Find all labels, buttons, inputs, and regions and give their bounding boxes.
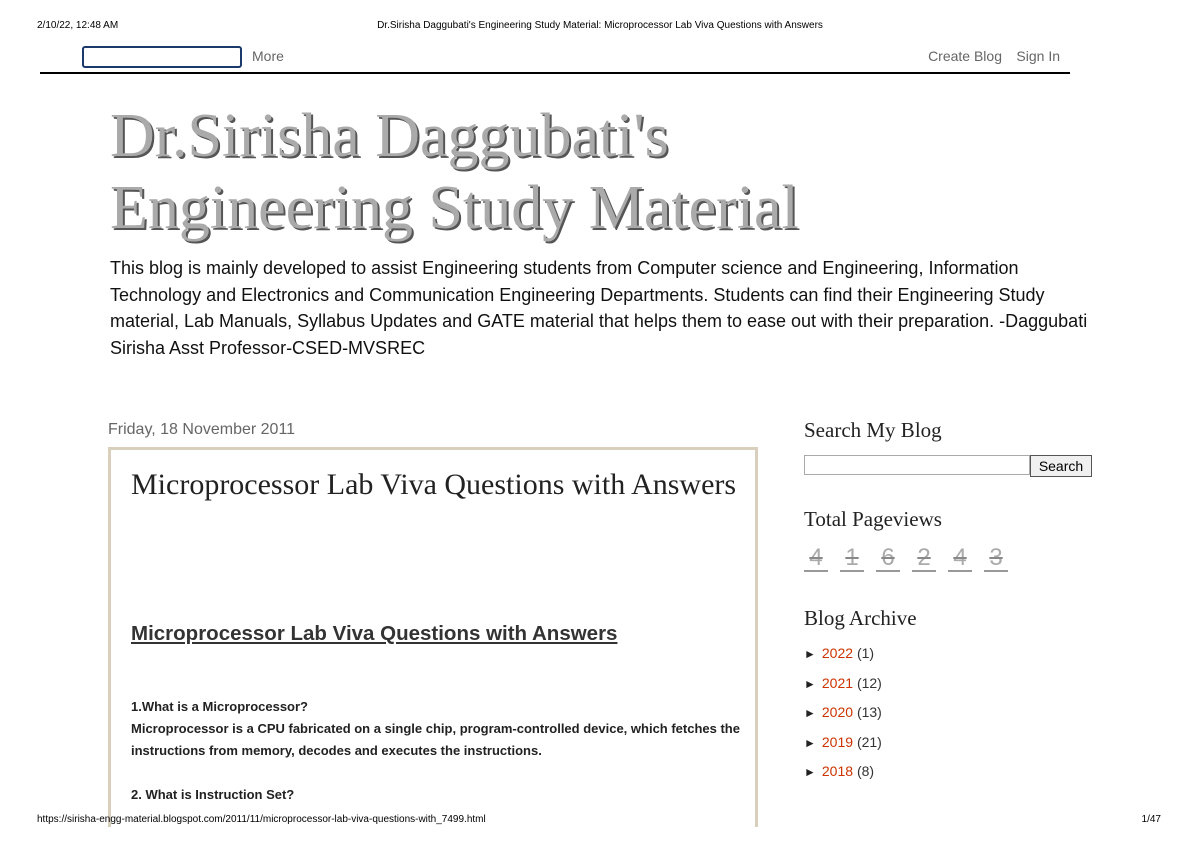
blog-title-line1: Dr.Sirisha Daggubati's (110, 102, 669, 170)
blog-description: This blog is mainly developed to assist Engineering students from Computer science and Engineering, Information Technology and Electronics and Communication Engineering Departments. Students can find their Engineering Study material, Lab Manuals, Syllabus Updates and GATE material that helps them to ease out with their preparation. -Daggubati Sirisha Asst Professor-CSED-MVSREC (110, 258, 1088, 358)
search-widget-title: Search My Blog (804, 418, 942, 442)
print-url: https://sirisha-engg-material.blogspot.com/2011/11/microprocessor-lab-viva-questions-with_7499.html (37, 814, 486, 825)
answer-1: Microprocessor is a CPU fabricated on a single chip, program-controlled device, which fetches the instructions from memory, decodes and executes the instructions. (131, 721, 740, 758)
print-title: Dr.Sirisha Daggubati's Engineering Study Material: Microprocessor Lab Viva Questions with Answers (377, 20, 823, 31)
archive-title: Blog Archive (804, 606, 917, 630)
archive-count: (12) (856, 674, 882, 691)
archive-list (804, 645, 882, 793)
archive-count: (8) (856, 763, 875, 779)
blogger-navbar (40, 44, 1070, 74)
archive-item (804, 734, 882, 764)
question-2: 2. What is Instruction Set? (131, 787, 295, 802)
expand-triangle-icon[interactable]: ► (804, 735, 816, 750)
pageview-digit: 2 (912, 546, 936, 572)
archive-year-link[interactable]: 2021 (821, 674, 854, 691)
archive-year-link[interactable]: 2019 (821, 733, 854, 750)
expand-triangle-icon[interactable]: ► (804, 706, 816, 720)
pageview-digit: 3 (984, 546, 1008, 572)
post-title[interactable]: Microprocessor Lab Viva Questions with Answers (131, 468, 737, 501)
archive-year-link[interactable]: 2020 (821, 704, 854, 720)
expand-triangle-icon[interactable]: ► (804, 765, 816, 779)
archive-item (804, 704, 882, 734)
navbar-search-input[interactable] (82, 46, 242, 68)
archive-year-link[interactable]: 2022 (821, 645, 854, 661)
blog-title-line2: Engineering Study Material (110, 174, 799, 242)
archive-year-link[interactable]: 2018 (821, 763, 854, 779)
sidebar (804, 418, 1094, 779)
more-link[interactable]: More (252, 48, 284, 64)
sign-in-link[interactable]: Sign In (1016, 48, 1060, 64)
question-1: 1.What is a Microprocessor? (131, 699, 308, 714)
pageview-digit: 4 (948, 546, 972, 572)
expand-triangle-icon[interactable]: ► (804, 647, 816, 661)
print-page-number: 1/47 (1141, 814, 1161, 825)
archive-item (804, 763, 882, 793)
pageview-digit: 4 (804, 546, 828, 572)
pageview-digit: 1 (840, 546, 864, 572)
archive-count: (21) (856, 733, 882, 750)
post-heading: Microprocessor Lab Viva Questions with Answers (131, 622, 618, 645)
pageviews-counter (804, 546, 1008, 572)
blog-search-input[interactable] (804, 455, 1030, 475)
archive-count: (13) (856, 704, 882, 720)
archive-item (804, 645, 882, 675)
post-date: Friday, 18 November 2011 (108, 421, 296, 438)
archive-item (804, 675, 882, 705)
search-button[interactable]: Search (1030, 455, 1092, 477)
pageviews-title: Total Pageviews (804, 507, 942, 531)
pageview-digit: 6 (876, 546, 900, 572)
archive-count: (1) (856, 645, 875, 661)
expand-triangle-icon[interactable]: ► (804, 676, 816, 691)
print-date: 2/10/22, 12:48 AM (37, 20, 119, 31)
post-body (131, 696, 741, 806)
blog-title[interactable] (110, 100, 1010, 244)
create-blog-link[interactable]: Create Blog (928, 48, 1002, 64)
